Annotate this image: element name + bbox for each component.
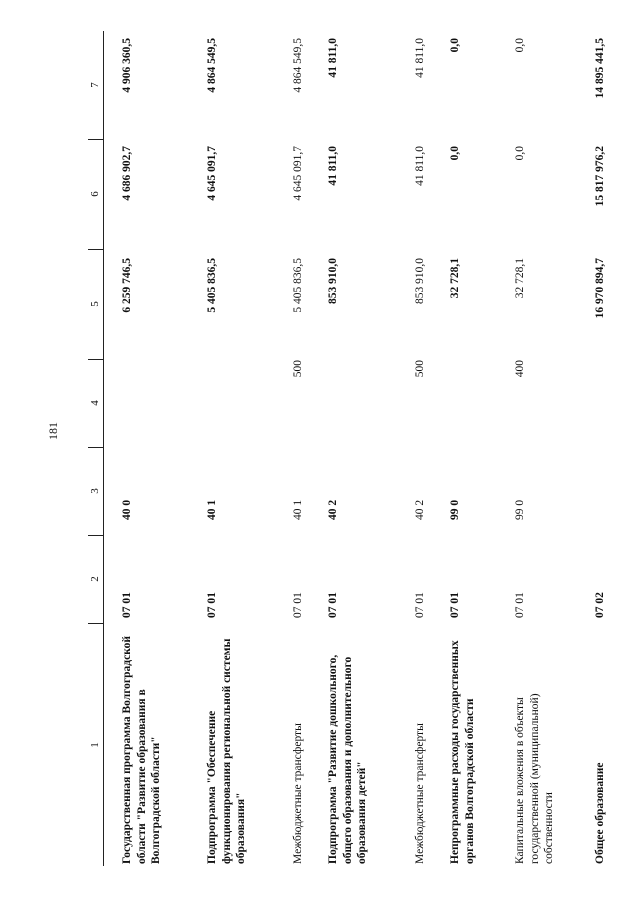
row-target: 99 0 [514, 499, 526, 520]
row-amount-3: 0,0 [449, 38, 461, 53]
row-section: 07 01 [327, 592, 339, 618]
row-target: 99 0 [449, 499, 461, 520]
row-amount-1: 853 910,0 [414, 258, 426, 304]
row-section: 07 01 [414, 592, 426, 618]
row-name: Государственная программа Волгоградской области "Развитие образования в Волгоградской области" [121, 635, 162, 864]
header-col-6: 6 [88, 139, 104, 250]
row-amount-3: 4 906 360,5 [121, 38, 133, 93]
row-target: 40 2 [327, 499, 339, 520]
row-target: 40 1 [206, 499, 218, 520]
row-amount-3: 4 864 549,5 [206, 38, 218, 93]
header-col-3: 3 [88, 447, 104, 536]
row-section: 07 01 [292, 592, 304, 618]
row-section: 07 02 [594, 592, 606, 618]
row-expense-type: 500 [292, 360, 304, 378]
row-amount-1: 16 970 894,7 [594, 258, 606, 319]
row-amount-1: 32 728,1 [514, 258, 526, 299]
row-amount-1: 853 910,0 [327, 258, 339, 304]
row-amount-2: 4 686 902,7 [121, 146, 133, 201]
row-amount-1: 6 259 746,5 [121, 258, 133, 313]
row-amount-3: 14 895 441,5 [594, 38, 606, 99]
row-amount-1: 5 405 836,5 [206, 258, 218, 313]
header-col-1: 1 [88, 624, 104, 866]
row-amount-2: 4 645 091,7 [292, 146, 304, 201]
row-amount-2: 15 817 976,2 [594, 146, 606, 207]
row-name: Межбюджетные трансферты [414, 723, 426, 864]
row-section: 07 01 [206, 592, 218, 618]
row-name: Межбюджетные трансферты [292, 723, 304, 864]
row-section: 07 01 [449, 592, 461, 618]
header-col-4: 4 [88, 359, 104, 448]
row-expense-type: 400 [514, 360, 526, 378]
page-number: 181 [46, 422, 60, 440]
row-amount-2: 41 811,0 [327, 146, 339, 186]
row-amount-2: 0,0 [514, 146, 526, 161]
row-section: 07 01 [514, 592, 526, 618]
row-amount-3: 4 864 549,5 [292, 38, 304, 93]
row-section: 07 01 [121, 592, 133, 618]
header-col-7: 7 [88, 31, 104, 140]
row-name: Общее образование [594, 762, 606, 864]
row-amount-2: 41 811,0 [414, 146, 426, 186]
budget-table [88, 32, 613, 866]
row-amount-2: 0,0 [449, 146, 461, 161]
row-name: Подпрограмма "Развитие дошкольного, общего образования и дополнительного образования детей" [327, 654, 368, 864]
row-name: Подпрограмма "Обеспечение функционирования региональной системы образования" [206, 638, 247, 864]
row-name: Непрограммные расходы государственных органов Волгоградской области [449, 640, 476, 864]
row-amount-3: 41 811,0 [414, 38, 426, 78]
row-target: 40 1 [292, 499, 304, 520]
row-amount-2: 4 645 091,7 [206, 146, 218, 201]
header-col-2: 2 [88, 535, 104, 624]
row-amount-1: 5 405 836,5 [292, 258, 304, 313]
row-amount-1: 32 728,1 [449, 258, 461, 299]
row-amount-3: 0,0 [514, 38, 526, 53]
row-target: 40 2 [414, 499, 426, 520]
row-expense-type: 500 [414, 360, 426, 378]
row-name: Капитальные вложения в объекты государственной (муниципальной) собственности [514, 693, 555, 864]
row-target: 40 0 [121, 499, 133, 520]
header-col-5: 5 [88, 249, 104, 360]
row-amount-3: 41 811,0 [327, 38, 339, 78]
